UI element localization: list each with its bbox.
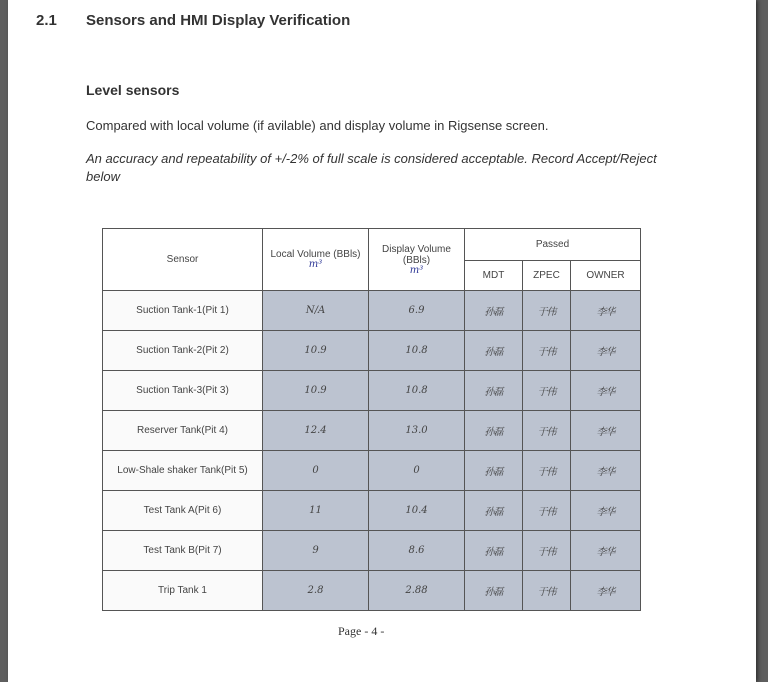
section-number: 2.1 (36, 12, 57, 29)
header-local-volume (263, 229, 369, 291)
zpec-signature: 于伟 (523, 291, 571, 331)
owner-signature: 李华 (571, 411, 641, 451)
sensor-name: Suction Tank-1(Pit 1) (103, 291, 263, 331)
header-owner: OWNER (571, 261, 641, 291)
owner-signature: 李华 (571, 451, 641, 491)
table-row (103, 371, 641, 411)
local-volume-value: 12.4 (263, 411, 369, 451)
mdt-signature: 孙磊 (465, 371, 523, 411)
page-number: Page - 4 - (338, 624, 385, 638)
section-title: Sensors and HMI Display Verification (86, 12, 351, 29)
display-volume-value: 0 (369, 451, 465, 491)
mdt-signature: 孙磊 (465, 531, 523, 571)
mdt-signature: 孙磊 (465, 331, 523, 371)
sensor-name: Suction Tank-3(Pit 3) (103, 371, 263, 411)
display-volume-value: 2.88 (369, 571, 465, 611)
sensor-name: Suction Tank-2(Pit 2) (103, 331, 263, 371)
header-passed: Passed (465, 229, 641, 261)
table-row (103, 411, 641, 451)
display-volume-value: 10.8 (369, 371, 465, 411)
table-row (103, 491, 641, 531)
owner-signature: 李华 (571, 571, 641, 611)
local-volume-value: 11 (263, 491, 369, 531)
local-volume-value: 9 (263, 531, 369, 571)
table-row (103, 291, 641, 331)
display-volume-value: 10.8 (369, 331, 465, 371)
subsection-title: Level sensors (86, 82, 180, 98)
zpec-signature: 于伟 (523, 491, 571, 531)
sensor-name: Reserver Tank(Pit 4) (103, 411, 263, 451)
subsection-description: Compared with local volume (if avilable) and display volume in Rigsense screen. (86, 118, 549, 133)
zpec-signature: 于伟 (523, 571, 571, 611)
local-volume-value: 10.9 (263, 371, 369, 411)
table-row (103, 531, 641, 571)
display-volume-value: 13.0 (369, 411, 465, 451)
local-volume-value: 2.8 (263, 571, 369, 611)
owner-signature: 李华 (571, 291, 641, 331)
owner-signature: 李华 (571, 371, 641, 411)
header-sensor: Sensor (103, 229, 263, 291)
header-display-volume (369, 229, 465, 291)
header-mdt: MDT (465, 261, 523, 291)
mdt-signature: 孙磊 (465, 491, 523, 531)
header-local-volume-label: Local Volume (BBls) (270, 249, 361, 260)
sensor-name: Test Tank A(Pit 6) (103, 491, 263, 531)
local-volume-unit: m³ (308, 259, 323, 270)
local-volume-value: N/A (263, 291, 369, 331)
table-row (103, 331, 641, 371)
sensor-name: Trip Tank 1 (103, 571, 263, 611)
mdt-signature: 孙磊 (465, 411, 523, 451)
local-volume-value: 0 (263, 451, 369, 491)
zpec-signature: 于伟 (523, 451, 571, 491)
zpec-signature: 于伟 (523, 531, 571, 571)
zpec-signature: 于伟 (523, 331, 571, 371)
acceptance-note: An accuracy and repeatability of +/-2% of full scale is considered acceptable. Record Accept/Reject below (86, 151, 657, 184)
owner-signature: 李华 (571, 491, 641, 531)
mdt-signature: 孙磊 (465, 571, 523, 611)
local-volume-value: 10.9 (263, 331, 369, 371)
owner-signature: 李华 (571, 531, 641, 571)
sensor-name: Test Tank B(Pit 7) (103, 531, 263, 571)
zpec-signature: 于伟 (523, 371, 571, 411)
display-volume-value: 10.4 (369, 491, 465, 531)
mdt-signature: 孙磊 (465, 291, 523, 331)
document-page (8, 0, 756, 682)
header-display-volume-label: Display Volume (BBls) (382, 243, 451, 266)
table-row (103, 571, 641, 611)
table-row (103, 451, 641, 491)
display-volume-value: 6.9 (369, 291, 465, 331)
zpec-signature: 于伟 (523, 411, 571, 451)
display-volume-value: 8.6 (369, 531, 465, 571)
display-volume-unit: m³ (409, 264, 424, 276)
sensor-name: Low-Shale shaker Tank(Pit 5) (103, 451, 263, 491)
owner-signature: 李华 (571, 331, 641, 371)
level-sensor-table (102, 228, 641, 611)
header-zpec: ZPEC (523, 261, 571, 291)
mdt-signature: 孙磊 (465, 451, 523, 491)
